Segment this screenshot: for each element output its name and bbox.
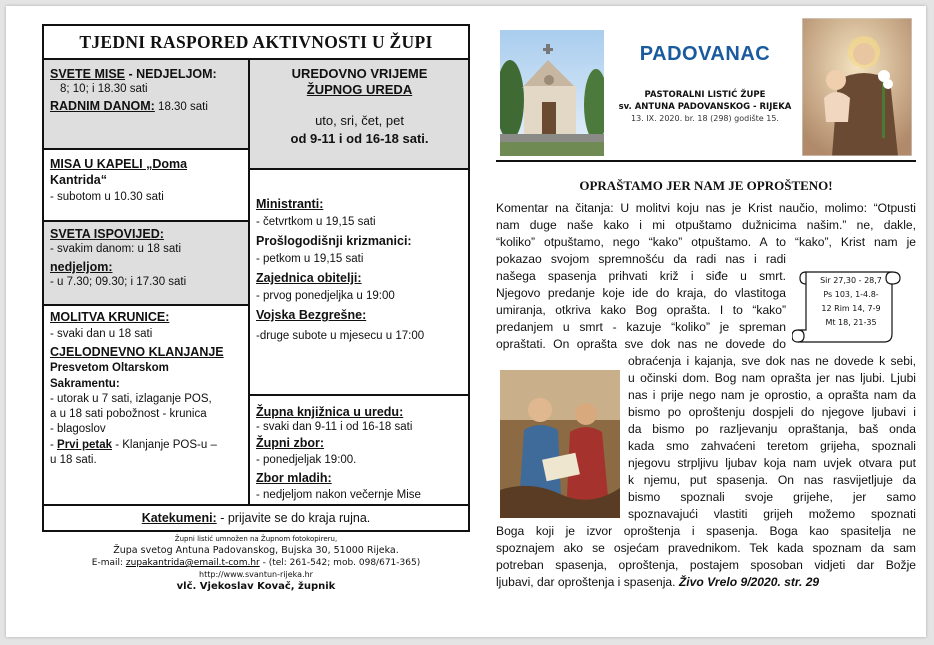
- footer-address: Župa svetog Antuna Padovanskog, Bujska 30, 51000 Rijeka.: [113, 545, 399, 556]
- reading-ref: Mt 18, 21-35: [825, 318, 877, 327]
- schedule-title: TJEDNI RASPORED AKTIVNOSTI U ŽUPI: [44, 26, 468, 60]
- catechumens-label: Katekumeni:: [141, 511, 217, 525]
- article-line: bismo spoznali svoje grijehe, jer samo: [628, 490, 916, 504]
- footer-email-link[interactable]: zupakantrida@email.t-com.hr: [125, 558, 260, 568]
- adoration-line-2: a u 18 sati pobožnost - krunica: [50, 408, 207, 420]
- masthead-issue-date: 13. IX. 2020. br. 18 (298) godište 15.: [631, 114, 779, 123]
- office-hours-section: [250, 60, 468, 170]
- footer-email-label: E-mail:: [91, 558, 126, 568]
- office-hours: od 9-11 i od 16-18 sati.: [290, 131, 429, 146]
- confirmands-label: Prošlogodišnji krizmanici:: [256, 234, 412, 248]
- article-last-line: ljubavi, dar oproštenja i spasenja.: [496, 575, 679, 589]
- footer-printed-note: Župni listić umnožen na Župnom fotokopireru,: [174, 535, 338, 543]
- article-line: spoznajem ako se osjećam pravednikom. Tek kada spoznam da sam: [496, 541, 916, 555]
- article-line: opraštati. On oprašta sve dok nas ne dovede do: [496, 337, 786, 351]
- article-line: potreban spasenja, oproštenja, postajem sposoban vidjeti dar Božje: [496, 558, 916, 572]
- article-line: umiranja, otkriva kako Bog oprašta. I to “kako”: [496, 303, 786, 317]
- bulletin-page: [6, 6, 926, 637]
- confession-sunday-times: - u 7.30; 09.30; i 17.30 sati: [50, 276, 187, 288]
- confession-daily: - svakim danom: u 18 sati: [50, 243, 182, 255]
- footer-website[interactable]: http://www.svantun-rijeka.hr: [199, 570, 313, 579]
- article-line: bismo po oproštenju dospjeli do njegove ljubavi i: [628, 405, 916, 419]
- adoration-heading: CJELODNEVNO KLANJANJE: [50, 345, 224, 359]
- adoration-sub-1: Presvetom Oltarskom: [50, 362, 169, 374]
- confession-heading: SVETA ISPOVIJED:: [50, 227, 164, 241]
- weekly-schedule-box: [42, 24, 470, 532]
- altar-servers-label: Ministranti:: [256, 197, 324, 211]
- article-line: nas i prije nego nam je oprostio, a oprašta nam da: [628, 388, 916, 402]
- article-line: našega spasenja prihvati križ i siđe u smrt.: [496, 269, 786, 283]
- militia-label: Vojska Bezgrešne:: [256, 308, 367, 322]
- first-friday-prefix: -: [50, 439, 58, 451]
- rosary-time: - svaki dan u 18 sati: [50, 328, 153, 340]
- article-side-block: [628, 353, 916, 523]
- chapel-mass-heading: MISA U KAPELI „Doma: [50, 157, 188, 171]
- first-friday-text: - Klanjanje POS-u –: [112, 439, 217, 451]
- article-narrow-block: [496, 251, 786, 353]
- article-line: kada smo zahvaćeni teretom grijeha, spoznali: [628, 439, 916, 453]
- reading-ref: Ps 103, 1-4.8-: [823, 290, 879, 299]
- masthead-title: PADOVANAC: [639, 43, 771, 65]
- confession-sunday-label: nedjeljom:: [50, 260, 113, 274]
- article-line: da bismo po razljevanju opraštanja, baš onda: [628, 422, 916, 436]
- article-line: pokazao svojom spremnošću da radi nas i radi: [496, 252, 786, 266]
- weekday-label: RADNIM DANOM:: [50, 99, 155, 113]
- article-intro: [496, 200, 916, 251]
- chapel-mass-section: [44, 150, 248, 222]
- article-line: Boga koji je izvor oproštenja i spasenja. Boga kao spasitelja ne: [496, 524, 916, 538]
- schedule-left-column: [44, 60, 250, 504]
- footer-contact: - (tel: 261-542; mob. 098/671-365): [259, 558, 421, 568]
- reading-ref: Sir 27,30 - 28,7: [820, 276, 882, 285]
- article-line: k njemu, put spasenja. On nas rasvijetljuje da: [628, 473, 916, 487]
- article-line: spoznavajući vlastiti grijeh možemo spoznati: [628, 507, 916, 521]
- holy-mass-sunday-label: - NEDJELJOM:: [125, 67, 217, 81]
- article-line: “koliko” otpuštamo, nego “kako” otpuštamo. A to “kako”, Krist nam je: [496, 235, 916, 249]
- article-line: njegovu strpljivu ljubav koja nam uvjek otvara put: [628, 456, 916, 470]
- choir-label: Župni zbor:: [256, 436, 325, 450]
- article-line: u očinski dom. Bog nam oprašta jer nas ljubi. Ljubi: [628, 371, 916, 385]
- catechumens-text: - prijavite se do kraja rujna.: [216, 511, 371, 525]
- article-line: Komentar na čitanja: U molitvi koju nas je Krist naučio, molimo: “Otpusti: [496, 201, 916, 215]
- youth-choir-label: Zbor mladih:: [256, 471, 332, 485]
- first-friday-label: Prvi petak: [57, 439, 113, 451]
- biblical-painting: [500, 370, 620, 518]
- article-title: OPRAŠTAMO JER NAM JE OPROŠTENO!: [579, 178, 833, 193]
- rosary-heading: MOLITVA KRUNICE:: [50, 310, 170, 324]
- masthead: [610, 42, 800, 125]
- mass-times-section: [44, 60, 248, 150]
- masthead-subtitle: PASTORALNI LISTIĆ ŽUPE: [644, 90, 766, 100]
- article-ending: [496, 523, 916, 591]
- article-source: Živo Vrelo 9/2020. str. 29: [678, 575, 820, 589]
- footer-priest: vlč. Vjekoslav Kovač, župnik: [176, 581, 336, 592]
- church-photo: [500, 30, 604, 156]
- confirmands-time: - petkom u 19,15 sati: [256, 253, 364, 265]
- weekday-mass-time: 18.30 sati: [154, 101, 208, 113]
- bulletin-footer: [42, 534, 470, 594]
- masthead-divider: [496, 160, 916, 162]
- adoration-line-1: - utorak u 7 sati, izlaganje POS,: [50, 393, 212, 405]
- chapel-mass-time: - subotom u 10.30 sati: [50, 191, 164, 203]
- library-label: Župna knjižnica u uredu:: [256, 405, 404, 419]
- office-hours-heading-2: ŽUPNOG UREDA: [306, 82, 413, 97]
- office-hours-heading: UREDOVNO VRIJEME: [291, 66, 428, 81]
- catechumens-row: [44, 504, 468, 530]
- sunday-mass-times: 8; 10; i 18.30 sati: [60, 83, 148, 95]
- chapel-mass-heading-2: Kantrida“: [50, 173, 107, 187]
- holy-mass-heading: SVETE MISE: [50, 67, 126, 81]
- rosary-adoration-section: [44, 306, 248, 504]
- adoration-line-5: u 18 sati.: [50, 454, 97, 466]
- readings-list: [806, 274, 896, 330]
- schedule-right-column: [250, 60, 468, 504]
- article-line: predanjem u smrt - kazuje “koliko” je spreman: [496, 320, 786, 334]
- article-line: obraćenja i kajanja, sve dok nas ne dovede k sebi,: [628, 354, 916, 368]
- masthead-parish: sv. ANTUNA PADOVANSKOG - RIJEKA: [618, 102, 792, 112]
- families-time: - prvog ponedjeljka u 19:00: [256, 290, 395, 302]
- adoration-line-3: - blagoslov: [50, 423, 106, 435]
- adoration-sub-2: Sakramentu:: [50, 378, 120, 390]
- confession-section: [44, 222, 248, 306]
- altar-servers-time: - četvrtkom u 19,15 sati: [256, 216, 376, 228]
- families-label: Zajednica obitelji:: [256, 271, 362, 285]
- library-choir-section: [250, 396, 468, 504]
- library-time: - svaki dan 9-11 i od 16-18 sati: [256, 421, 413, 433]
- militia-time: -druge subote u mjesecu u 17:00: [256, 330, 425, 342]
- saint-anthony-image: [802, 18, 912, 156]
- choir-time: - ponedjeljak 19:00.: [256, 454, 357, 466]
- office-days: uto, sri, čet, pet: [315, 113, 404, 128]
- article-line: nam duge naše kako i mi otpuštamo dužnicima našim.” ne, dakle,: [496, 218, 916, 232]
- youth-choir-time: - nedjeljom nakon večernje Mise: [256, 489, 421, 501]
- article-line: Njegovo predanje koje ide do kraja, do vlastitoga: [496, 286, 786, 300]
- reading-ref: 12 Rim 14, 7-9: [821, 304, 881, 313]
- groups-section: [250, 170, 468, 396]
